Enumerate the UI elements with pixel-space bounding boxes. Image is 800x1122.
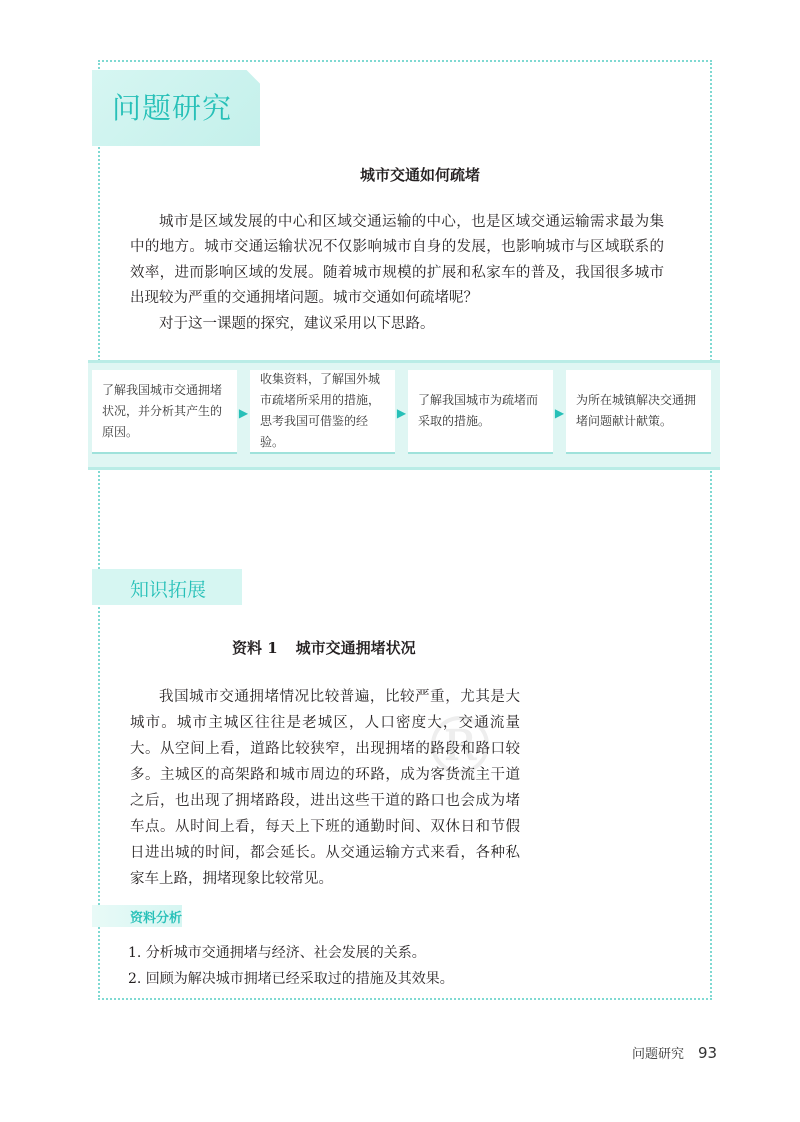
arrow-right-icon: ▶ [396, 406, 407, 420]
question-list [128, 940, 454, 992]
flow-step-text: 了解我国城市交通拥堵状况，并分析其产生的原因。 [102, 382, 223, 439]
list-item: 1. 分析城市交通拥堵与经济、社会发展的关系。 [128, 945, 426, 961]
list-item: 2. 回顾为解决城市拥堵已经采取过的措施及其效果。 [128, 971, 454, 987]
flow-step [566, 370, 711, 454]
arrow-right-icon: ▶ [554, 406, 565, 420]
page-footer [632, 1043, 717, 1062]
research-flow [92, 370, 716, 456]
intro-paragraph-2: 对于这一课题的探究，建议采用以下思路。 [159, 316, 435, 332]
material-label: 资料 1 [232, 639, 278, 657]
footer-section: 问题研究 [632, 1047, 685, 1062]
flow-step-text: 为所在城镇解决交通拥堵问题献计献策。 [576, 393, 697, 428]
flow-step [92, 370, 237, 454]
topic-title: 城市交通如何疏堵 [359, 166, 480, 184]
flow-step-text: 了解我国城市为疏堵而采取的措施。 [418, 393, 539, 428]
knowledge-title: 知识拓展 [130, 579, 207, 601]
material-heading [232, 637, 416, 658]
watermark: ® [420, 700, 500, 793]
arrow-right-icon: ▶ [238, 406, 249, 420]
section-title: 问题研究 [112, 91, 233, 125]
flow-step-text: 收集资料，了解国外城市疏堵所采用的措施，思考我国可借鉴的经验。 [260, 372, 381, 449]
material-title: 城市交通拥堵状况 [295, 639, 416, 657]
analysis-title: 资料分析 [130, 911, 183, 926]
page-number: 93 [698, 1044, 718, 1062]
intro-paragraph: 城市是区域发展的中心和区域交通运输的中心，也是区域交通运输需求最为集中的地方。城市交通运输状况不仅影响城市自身的发展，也影响城市与区域联系的效率，进而影响区域的发展。随着城市规模的扩展和私家车的普及，我国很多城市出现较为严重的交通拥堵问题。城市交通如何疏堵呢？ [130, 214, 664, 307]
flow-step [408, 370, 553, 454]
flow-step [250, 370, 395, 454]
material-body: 我国城市交通拥堵情况比较普遍，比较严重，尤其是大城市。城市主城区往往是老城区，人口密度大，交通流量大。从空间上看，道路比较狭窄，出现拥堵的路段和路口较多。主城区的高架路和城市周边的环路，成为客货流主干道之后，也出现了拥堵路段，进出这些干道的路口也会成为堵车点。从时间上看，每天上下班的通勤时间、双休日和节假日进出城的时间，都会延长。从交通运输方式来看，各种私家车上路，拥堵现象比较常见。 [130, 689, 520, 887]
